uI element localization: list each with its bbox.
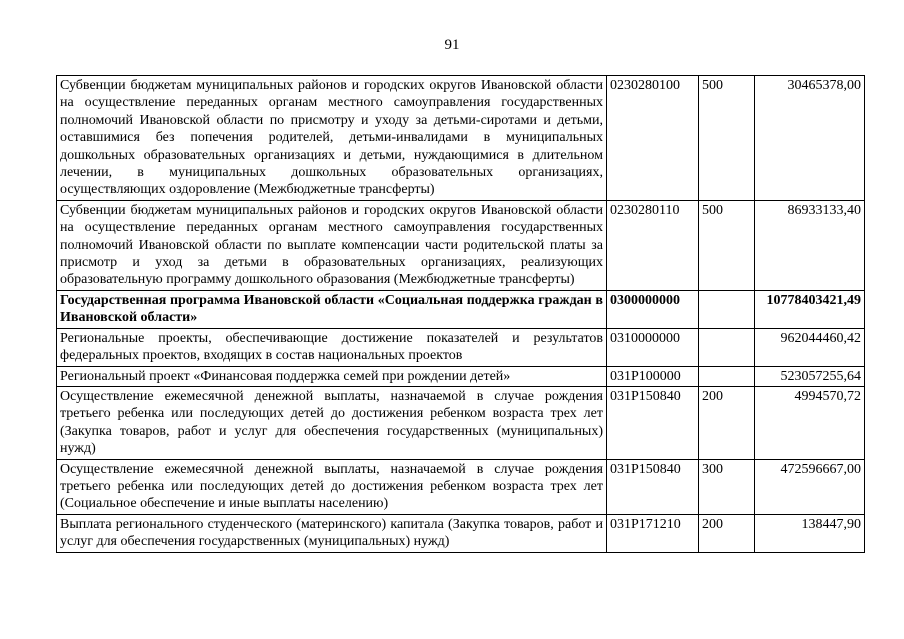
table-row — [57, 366, 865, 386]
row-name-cell: Субвенции бюджетам муниципальных районов и городских округов Ивановской области на осуществление переданных органам местного самоуправления государственных полномочий Ивановской области по присмотру и уходу за детьми-сиротами и детьми, оставшимися без попечения родителей, детьми-инвалидами в муниципальных дошкольных образовательных организациях и детьми, нуждающимися в длительном лечении, в муниципальных дошкольных образовательных организациях, осуществляющих оздоровление (Межбюджетные трансферты) — [57, 76, 607, 201]
row-sum-cell: 86933133,40 — [755, 200, 865, 290]
budget-table — [56, 75, 865, 553]
row-expense-type-cell — [699, 290, 755, 328]
row-code-cell: 0300000000 — [607, 290, 699, 328]
row-name-cell: Региональный проект «Финансовая поддержка семей при рождении детей» — [57, 366, 607, 386]
row-expense-type-cell: 500 — [699, 76, 755, 201]
row-code-cell: 031P150840 — [607, 459, 699, 514]
row-code-cell: 031P171210 — [607, 514, 699, 552]
row-expense-type-cell: 300 — [699, 459, 755, 514]
table-row — [57, 459, 865, 514]
row-name-cell: Государственная программа Ивановской области «Социальная поддержка граждан в Ивановской области» — [57, 290, 607, 328]
table-row — [57, 328, 865, 366]
table-row — [57, 76, 865, 201]
table-row — [57, 386, 865, 459]
row-name-cell: Выплата регионального студенческого (материнского) капитала (Закупка товаров, работ и услуг для обеспечения государственных (муниципальных) нужд) — [57, 514, 607, 552]
row-sum-cell: 962044460,42 — [755, 328, 865, 366]
row-expense-type-cell: 200 — [699, 514, 755, 552]
row-sum-cell: 4994570,72 — [755, 386, 865, 459]
row-expense-type-cell: 200 — [699, 386, 755, 459]
row-code-cell: 0230280110 — [607, 200, 699, 290]
row-code-cell: 0310000000 — [607, 328, 699, 366]
page-number: 91 — [444, 37, 460, 53]
row-name-cell: Осуществление ежемесячной денежной выплаты, назначаемой в случае рождения третьего ребенка или последующих детей до достижения ребенком возраста трех лет (Социальное обеспечение и иные выплаты населению) — [57, 459, 607, 514]
row-sum-cell: 138447,90 — [755, 514, 865, 552]
row-sum-cell: 30465378,00 — [755, 76, 865, 201]
row-expense-type-cell — [699, 328, 755, 366]
row-expense-type-cell: 500 — [699, 200, 755, 290]
row-sum-cell: 472596667,00 — [755, 459, 865, 514]
row-code-cell: 031P100000 — [607, 366, 699, 386]
row-name-cell: Региональные проекты, обеспечивающие достижение показателей и результатов федеральных проектов, входящих в состав национальных проектов — [57, 328, 607, 366]
table-row — [57, 514, 865, 552]
table-row — [57, 200, 865, 290]
row-name-cell: Субвенции бюджетам муниципальных районов и городских округов Ивановской области на осуществление переданных органам местного самоуправления государственных полномочий Ивановской области по выплате компенсации части родительской платы за присмотр и уход за детьми в образовательных организациях, реализующих образовательную программу дошкольного образования (Межбюджетные трансферты) — [57, 200, 607, 290]
row-sum-cell: 10778403421,49 — [755, 290, 865, 328]
row-name-cell: Осуществление ежемесячной денежной выплаты, назначаемой в случае рождения третьего ребенка или последующих детей до достижения ребенком возраста трех лет (Закупка товаров, работ и услуг для обеспечения государственных (муниципальных) нужд) — [57, 386, 607, 459]
row-code-cell: 031P150840 — [607, 386, 699, 459]
row-code-cell: 0230280100 — [607, 76, 699, 201]
budget-table-body — [57, 76, 865, 553]
row-expense-type-cell — [699, 366, 755, 386]
row-sum-cell: 523057255,64 — [755, 366, 865, 386]
table-row — [57, 290, 865, 328]
